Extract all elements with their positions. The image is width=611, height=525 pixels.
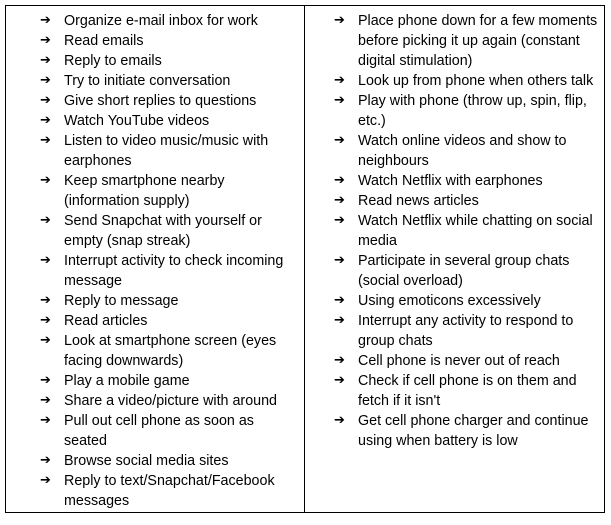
list-item: [6, 111, 304, 131]
right-arrow-icon: ➔: [40, 93, 51, 108]
list-item-text: Try to initiate conversation: [64, 73, 231, 89]
right-arrow-icon: ➔: [334, 133, 345, 148]
right-column: [305, 6, 604, 512]
list-item-text: Participate in several group chats (social overload): [358, 253, 570, 289]
list-item: [6, 91, 304, 111]
list-item: [305, 91, 604, 131]
list-item: [305, 371, 604, 411]
right-arrow-icon: ➔: [40, 293, 51, 308]
right-arrow-icon: ➔: [40, 53, 51, 68]
list-item-text: Interrupt any activity to respond to group chats: [358, 313, 574, 349]
list-item-text: Watch YouTube videos: [64, 113, 210, 129]
list-item-text: Watch online videos and show to neighbours: [358, 133, 567, 169]
right-arrow-icon: ➔: [40, 473, 51, 488]
list-item-text: Play with phone (throw up, spin, flip, etc.): [358, 93, 587, 129]
right-arrow-icon: ➔: [334, 213, 345, 228]
list-item-text: Look at smartphone screen (eyes facing downwards): [64, 333, 277, 369]
right-arrow-icon: ➔: [334, 193, 345, 208]
right-arrow-icon: ➔: [40, 253, 51, 268]
list-item-text: Pull out cell phone as soon as seated: [64, 413, 254, 449]
list-item-text: Read articles: [64, 313, 148, 329]
right-behavior-list: [305, 11, 604, 451]
list-item-text: Look up from phone when others talk: [358, 73, 594, 89]
list-item: [6, 251, 304, 291]
list-item-text: Browse social media sites: [64, 453, 229, 469]
right-arrow-icon: ➔: [334, 373, 345, 388]
list-item: [305, 11, 604, 71]
list-item: [305, 291, 604, 311]
right-arrow-icon: ➔: [40, 333, 51, 348]
list-item-text: Listen to video music/music with earphones: [64, 133, 269, 169]
list-item: [305, 211, 604, 251]
right-arrow-icon: ➔: [40, 133, 51, 148]
list-item-text: Reply to message: [64, 293, 179, 309]
list-item: [6, 51, 304, 71]
right-arrow-icon: ➔: [40, 73, 51, 88]
behavior-table: [5, 5, 605, 513]
list-item-text: Share a video/picture with around: [64, 393, 277, 409]
list-item: [305, 411, 604, 451]
list-item: [305, 251, 604, 291]
right-arrow-icon: ➔: [40, 453, 51, 468]
right-arrow-icon: ➔: [40, 13, 51, 28]
list-item: [305, 351, 604, 371]
list-item-text: Give short replies to questions: [64, 93, 257, 109]
list-item-text: Play a mobile game: [64, 373, 190, 389]
right-arrow-icon: ➔: [334, 293, 345, 308]
list-item-text: Get cell phone charger and continue using when battery is low: [358, 413, 589, 449]
right-arrow-icon: ➔: [334, 253, 345, 268]
right-arrow-icon: ➔: [40, 373, 51, 388]
list-item: [6, 31, 304, 51]
list-item-text: Interrupt activity to check incoming message: [64, 253, 284, 289]
list-item: [6, 131, 304, 171]
list-item-text: Read news articles: [358, 193, 479, 209]
list-item: [6, 331, 304, 371]
left-behavior-list: [6, 11, 304, 511]
right-arrow-icon: ➔: [40, 213, 51, 228]
list-item: [305, 71, 604, 91]
right-arrow-icon: ➔: [40, 33, 51, 48]
list-item-text: Watch Netflix with earphones: [358, 173, 543, 189]
list-item-text: Organize e-mail inbox for work: [64, 13, 258, 29]
list-item: [6, 391, 304, 411]
list-item-text: Read emails: [64, 33, 144, 49]
list-item: [6, 371, 304, 391]
list-item: [6, 11, 304, 31]
list-item-text: Cell phone is never out of reach: [358, 353, 560, 369]
list-item-text: Reply to emails: [64, 53, 162, 69]
list-item: [6, 311, 304, 331]
list-item: [6, 211, 304, 251]
right-arrow-icon: ➔: [40, 313, 51, 328]
list-item: [305, 171, 604, 191]
list-item-text: Using emoticons excessively: [358, 293, 541, 309]
right-arrow-icon: ➔: [334, 413, 345, 428]
list-item: [6, 451, 304, 471]
right-arrow-icon: ➔: [40, 393, 51, 408]
list-item: [6, 291, 304, 311]
list-item: [305, 311, 604, 351]
right-arrow-icon: ➔: [334, 173, 345, 188]
right-arrow-icon: ➔: [334, 93, 345, 108]
right-arrow-icon: ➔: [40, 113, 51, 128]
right-arrow-icon: ➔: [334, 13, 345, 28]
list-item-text: Reply to text/Snapchat/Facebook messages: [64, 473, 275, 509]
list-item: [305, 191, 604, 211]
list-item-text: Keep smartphone nearby (information supply): [64, 173, 225, 209]
list-item-text: Check if cell phone is on them and fetch if it isn't: [358, 373, 577, 409]
list-item: [305, 131, 604, 171]
list-item: [6, 171, 304, 211]
list-item-text: Send Snapchat with yourself or empty (snap streak): [64, 213, 262, 249]
right-arrow-icon: ➔: [334, 313, 345, 328]
right-arrow-icon: ➔: [334, 73, 345, 88]
left-column: [6, 6, 305, 512]
right-arrow-icon: ➔: [40, 173, 51, 188]
list-item-text: Watch Netflix while chatting on social media: [358, 213, 593, 249]
list-item: [6, 411, 304, 451]
list-item-text: Place phone down for a few moments before picking it up again (constant digital stimulation): [358, 13, 598, 69]
list-item: [6, 71, 304, 91]
right-arrow-icon: ➔: [40, 413, 51, 428]
right-arrow-icon: ➔: [334, 353, 345, 368]
list-item: [6, 471, 304, 511]
